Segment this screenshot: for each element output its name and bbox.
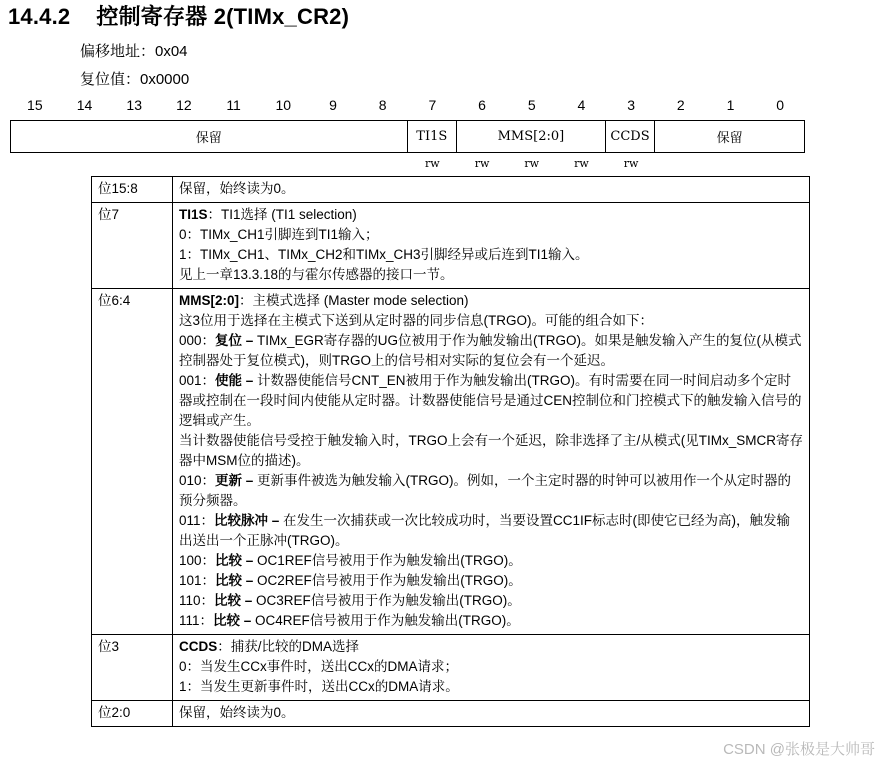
line-text: 1：当发生更新事件时，送出CCx的DMA请求。: [179, 679, 459, 694]
table-row: [92, 289, 810, 635]
option-code: 110：: [179, 593, 215, 608]
field-name: TI1S: [179, 207, 208, 222]
table-row: [92, 177, 810, 203]
offset-address: 偏移地址：0x04: [80, 43, 188, 60]
bit-description: [173, 203, 810, 289]
bit-description: [173, 635, 810, 701]
line-text: 在发生一次捕获或一次比较成功时，当要设置CC1IF标志时(即使它已经为高)，触发输出送出一个正脉冲(TRGO)。: [179, 513, 791, 548]
line-text: 计数器使能信号CNT_EN被用于作为触发输出(TRGO)。有时需要在同一时间启动多个定时器或控制在一段时间内使能从定时器。计数器使能信号是通过CEN控制位和门控模式下的触发输入信号的逻辑或产生。: [179, 373, 802, 428]
field-name: 更新 –: [215, 473, 254, 488]
bit-number: 8: [378, 97, 387, 113]
field-name: CCDS: [179, 639, 218, 654]
bit-range: 位3: [92, 635, 173, 701]
bit-description-table: [91, 176, 810, 727]
description-line: [179, 265, 803, 285]
table-row: [92, 203, 810, 289]
bit-number: 15: [27, 97, 43, 113]
option-code: 101：: [179, 573, 216, 588]
bit-range: 位15:8: [92, 177, 173, 203]
register-field: TI1S: [408, 121, 458, 152]
option-code: 010：: [179, 473, 216, 488]
bit-number: 2: [676, 97, 685, 113]
option-code: 111：: [179, 613, 214, 628]
bit-number: 5: [527, 97, 536, 113]
bit-description: [173, 701, 810, 727]
option-code: 001：: [179, 373, 216, 388]
field-name: 比较 –: [214, 593, 253, 608]
table-row: [92, 635, 810, 701]
access-label: rw: [524, 157, 540, 170]
line-text: OC2REF信号被用于作为触发输出(TRGO)。: [253, 573, 522, 588]
bit-number: 14: [76, 97, 93, 113]
access-label: rw: [474, 157, 490, 170]
line-text: 0：TIMx_CH1引脚连到TI1输入；: [179, 227, 379, 242]
line-text: 当计数器使能信号受控于触发输入时，TRGO上会有一个延迟，除非选择了主/从模式(见TIMx_SMCR寄存器中MSM位的描述)。: [179, 433, 803, 468]
section-number: 14.4.2: [8, 4, 71, 29]
register-field: 保留: [716, 131, 743, 146]
option-code: 000：: [179, 333, 216, 348]
line-text: 保留，始终读为0。: [179, 705, 295, 720]
bit-description: [173, 177, 810, 203]
bit-range: 位7: [92, 203, 173, 289]
register-field: MMS[2:0]: [457, 121, 606, 152]
bit-number: 10: [275, 97, 292, 113]
register-field-row: [10, 120, 805, 153]
bit-number: 11: [226, 97, 241, 113]
description-line: [179, 431, 803, 471]
bit-number: 6: [478, 97, 486, 113]
bit-description: [173, 289, 810, 635]
field-name: 复位 –: [215, 333, 254, 348]
field-name: 比较 –: [213, 613, 252, 628]
line-text: ：TI1选择 (TI1 selection): [207, 207, 357, 222]
description-line: [179, 245, 803, 265]
bit-number: 0: [776, 97, 785, 113]
line-text: OC3REF信号被用于作为触发输出(TRGO)。: [252, 593, 521, 608]
field-name: 比较 –: [215, 573, 254, 588]
access-label: rw: [425, 157, 440, 170]
bit-number: 9: [329, 97, 337, 113]
line-text: 见上一章13.3.18的与霍尔传感器的接口一节。: [179, 267, 454, 282]
register-field: 保留: [11, 121, 408, 152]
bit-number: 13: [126, 97, 142, 113]
bit-number: 12: [176, 97, 192, 113]
access-label: rw: [623, 157, 639, 170]
line-text: 保留，始终读为0。: [179, 181, 295, 196]
description-line: [179, 611, 803, 631]
description-line: [179, 225, 803, 245]
bit-number: 7: [428, 97, 437, 113]
description-line: [179, 331, 803, 371]
field-name: 比较脉冲 –: [214, 513, 280, 528]
line-text: 更新事件被选为触发输入(TRGO)。例如，一个主定时器的时钟可以被用作一个从定时器的预分频器。: [179, 473, 792, 508]
line-text: 1：TIMx_CH1、TIMx_CH2和TIMx_CH3引脚经异或后连到TI1输入。: [179, 247, 589, 262]
description-line: [179, 703, 803, 723]
option-code: 100：: [179, 553, 216, 568]
bit-number-row: [10, 97, 805, 117]
description-line: [179, 511, 803, 551]
section-title: [8, 0, 349, 31]
bit-number: 1: [726, 97, 735, 113]
description-line: [179, 179, 803, 199]
section-heading: 控制寄存器 2(TIMx_CR2): [96, 4, 350, 29]
description-line: [179, 205, 803, 225]
line-text: OC4REF信号被用于作为触发输出(TRGO)。: [251, 613, 520, 628]
description-line: [179, 311, 803, 331]
watermark: CSDN @张极是大帅哥: [723, 741, 875, 758]
option-code: 011：: [179, 513, 215, 528]
bit-range: 位6:4: [92, 289, 173, 635]
access-row: [10, 157, 805, 173]
description-line: [179, 371, 803, 431]
description-line: [179, 591, 803, 611]
line-text: OC1REF信号被用于作为触发输出(TRGO)。: [253, 553, 522, 568]
description-line: [179, 571, 803, 591]
description-line: [179, 677, 803, 697]
field-name: MMS[2:0]: [179, 293, 239, 308]
description-line: [179, 551, 803, 571]
line-text: ：捕获/比较的DMA选择: [217, 639, 360, 654]
bit-range: 位2:0: [92, 701, 173, 727]
field-name: 使能 –: [215, 373, 254, 388]
field-name: 比较 –: [215, 553, 254, 568]
line-text: 这3位用于选择在主模式下送到从定时器的同步信息(TRGO)。可能的组合如下：: [179, 313, 653, 328]
description-line: [179, 637, 803, 657]
line-text: ：主模式选择 (Master mode selection): [239, 293, 469, 308]
table-row: [92, 701, 810, 727]
bit-number: 4: [577, 97, 586, 113]
line-text: TIMx_EGR寄存器的UG位被用于作为触发输出(TRGO)。如果是触发输入产生的复位(从模式控制器处于复位模式)，则TRGO上的信号相对实际的复位会有一个延迟。: [179, 333, 802, 368]
register-field: CCDS: [606, 121, 656, 152]
reset-value: 复位值：0x0000: [80, 71, 190, 88]
description-line: [179, 657, 803, 677]
description-line: [179, 291, 803, 311]
description-line: [179, 471, 803, 511]
bit-number: 3: [627, 97, 635, 113]
line-text: 0：当发生CCx事件时，送出CCx的DMA请求；: [179, 659, 459, 674]
access-label: rw: [574, 157, 589, 170]
